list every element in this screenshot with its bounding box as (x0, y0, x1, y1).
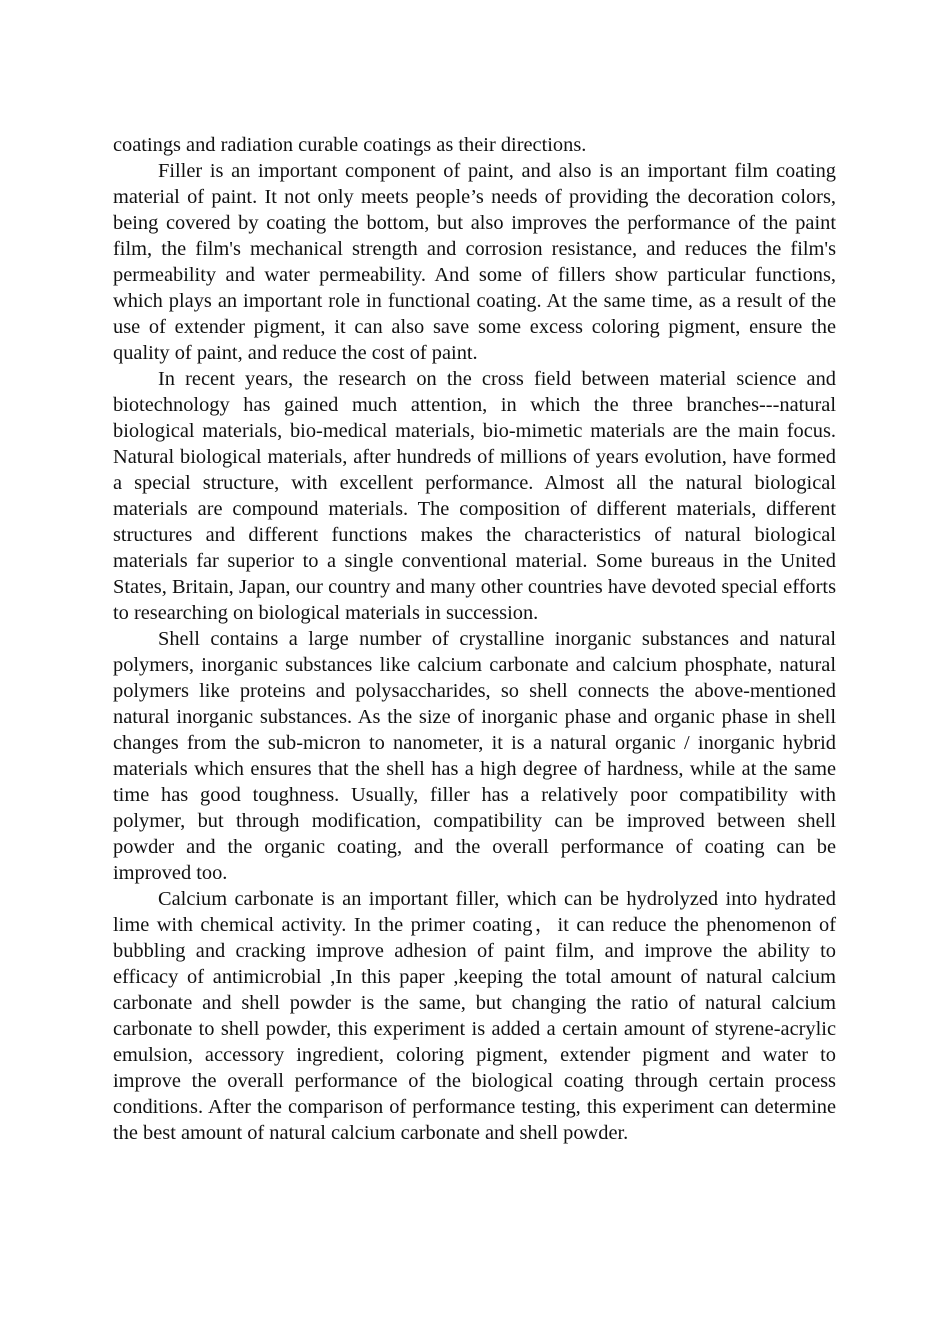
paragraph-filler: Filler is an important component of paint, and also is an important film coating material of paint. It not only meets people’s needs of providing the decoration colors, being covered by coating the bottom, but also improves the performance of the paint film, the film's mechanical strength and corrosion resistance, and reduces the film's permeability and water permeability. And some of fillers show particular functions, which plays an important role in functional coating. At the same time, as a result of the use of extender pigment, it can also save some excess coloring pigment, ensure the quality of paint, and reduce the cost of paint. (113, 160, 836, 364)
paragraph-continuation: coatings and radiation curable coatings as their directions. (113, 134, 587, 156)
paragraph-biomaterials: In recent years, the research on the cross field between material science and biotechnology has gained much attention, in which the three branches---natural biological materials, bio-medical materials, bio-mimetic materials are the main focus. Natural biological materials, after hundreds of millions of years evolution, have formed a special structure, with excellent performance. Almost all the natural biological materials are compound materials. The composition of different materials, different structures and different functions makes the characteristics of natural biological materials far superior to a single conventional material. Some bureaus in the United States, Britain, Japan, our country and many other countries have devoted special efforts to researching on biological materials in succession. (113, 368, 836, 624)
paragraph-shell: Shell contains a large number of crystalline inorganic substances and natural polymers, inorganic substances like calcium carbonate and calcium phosphate, natural polymers like proteins and polysaccharides, so shell connects the above-mentioned natural inorganic substances. As the size of inorganic phase and organic phase in shell changes from the sub-micron to nanometer, it is a natural organic / inorganic hybrid materials which ensures that the shell has a high degree of hardness, while at the same time has good toughness. Usually, filler has a relatively poor compatibility with polymer, but through modification, compatibility can be improved between shell powder and the organic coating, and the overall performance of coating can be improved too. (113, 628, 836, 884)
document-body (113, 132, 836, 1146)
paragraph-calcium-carbonate: Calcium carbonate is an important filler, which can be hydrolyzed into hydrated lime with chemical activity. In the primer coating，it can reduce the phenomenon of bubbling and cracking improve adhesion of paint film, and improve the ability to efficacy of antimicrobial ,In this paper ,keeping the total amount of natural calcium carbonate and shell powder is the same, but changing the ratio of natural calcium carbonate to shell powder, this experiment is added a certain amount of styrene-acrylic emulsion, accessory ingredient, coloring pigment, extender pigment and water to improve the overall performance of the biological coating through certain process conditions. After the comparison of performance testing, this experiment can determine the best amount of natural calcium carbonate and shell powder. (113, 888, 836, 1144)
